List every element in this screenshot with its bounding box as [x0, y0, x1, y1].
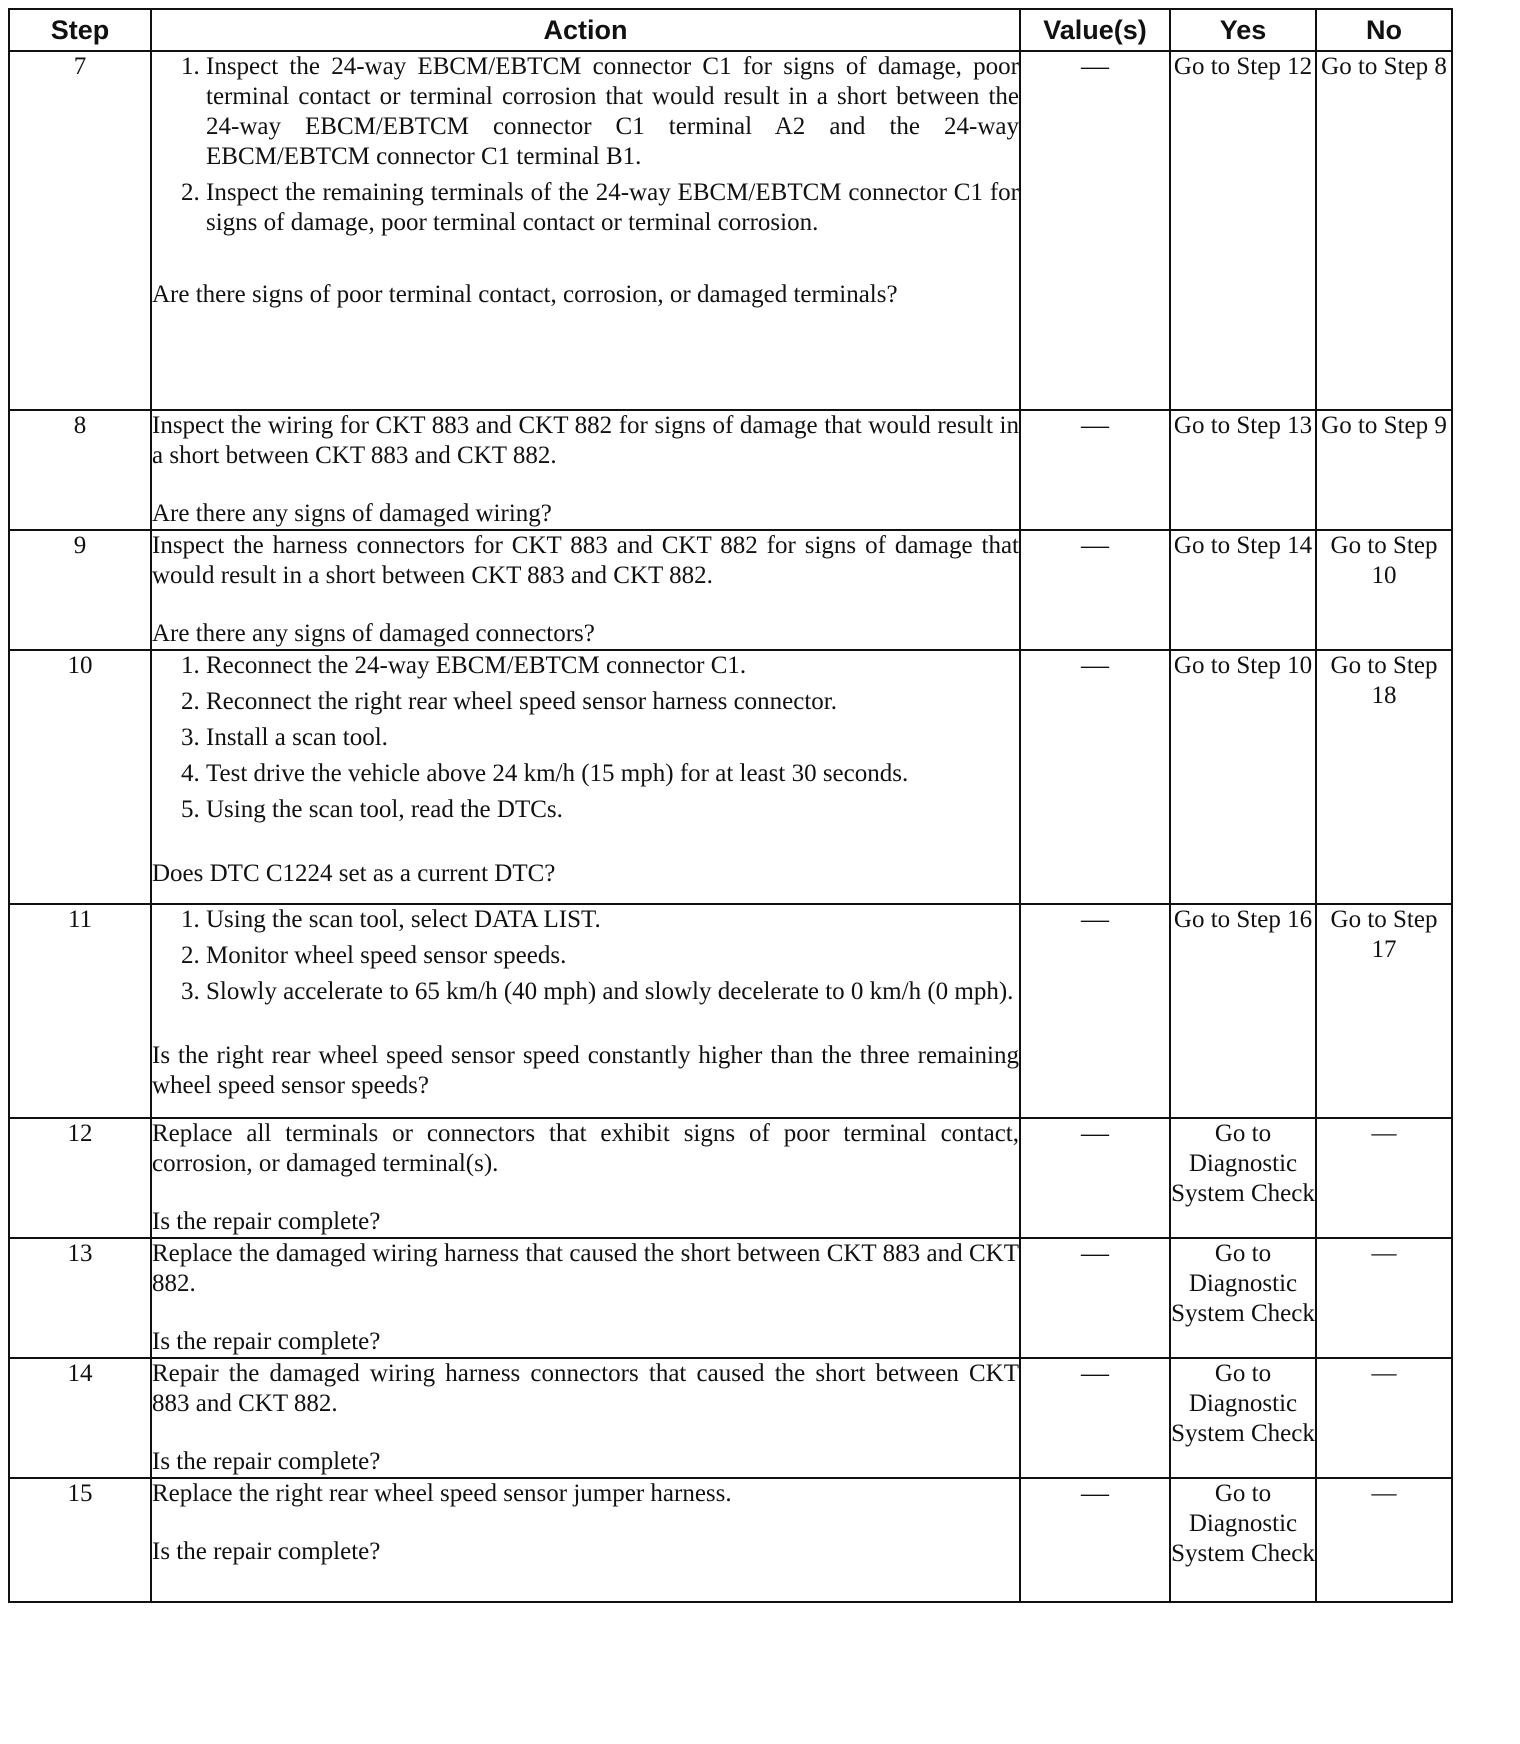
table-row: [9, 904, 1452, 1118]
no-cell: Go to Step 10: [1316, 530, 1452, 650]
value-cell: —: [1020, 1118, 1170, 1238]
diagnostic-table-page: [8, 8, 1451, 1603]
yes-cell: Go to Step 10: [1170, 650, 1316, 904]
value-cell: —: [1020, 530, 1170, 650]
action-cell: [151, 650, 1020, 904]
action-cell: [151, 1358, 1020, 1478]
action-question: Are there any signs of damaged connectors?: [152, 620, 595, 647]
header-step: Step: [9, 9, 151, 51]
action-substeps: [152, 52, 1019, 238]
header-values: Value(s): [1020, 9, 1170, 51]
header-yes: Yes: [1170, 9, 1316, 51]
value-cell: —: [1020, 1358, 1170, 1478]
step-number: 13: [9, 1238, 151, 1358]
header-no: No: [1316, 9, 1452, 51]
action-substep: 2. Monitor wheel speed sensor speeds.: [206, 941, 1019, 971]
no-cell: —: [1316, 1478, 1452, 1602]
table-row: [9, 51, 1452, 410]
table-row: [9, 1238, 1452, 1358]
action-question: Is the right rear wheel speed sensor speed constantly higher than the three remaining wheel speed sensor speeds?: [152, 1042, 1019, 1099]
action-substep: 1. Reconnect the 24-way EBCM/EBTCM connector C1.: [206, 651, 1019, 681]
action-substeps: [152, 905, 1019, 1007]
step-number: 10: [9, 650, 151, 904]
no-cell: Go to Step 8: [1316, 51, 1452, 410]
action-text: Replace the right rear wheel speed sensor jumper harness.: [152, 1480, 732, 1507]
no-cell: Go to Step 18: [1316, 650, 1452, 904]
yes-cell: Go to Diagnostic System Check: [1170, 1118, 1316, 1238]
yes-cell: Go to Diagnostic System Check: [1170, 1238, 1316, 1358]
step-number: 9: [9, 530, 151, 650]
table-row: [9, 650, 1452, 904]
step-number: 8: [9, 410, 151, 530]
action-substep: 1. Using the scan tool, select DATA LIST.: [206, 905, 1019, 935]
table-row: [9, 530, 1452, 650]
action-text: Inspect the wiring for CKT 883 and CKT 882 for signs of damage that would result in a short between CKT 883 and CKT 882.: [152, 412, 1019, 469]
yes-cell: Go to Step 13: [1170, 410, 1316, 530]
table-row: [9, 1358, 1452, 1478]
action-text: Replace the damaged wiring harness that caused the short between CKT 883 and CKT 882.: [152, 1240, 1019, 1297]
action-question: Are there signs of poor terminal contact, corrosion, or damaged terminals?: [152, 281, 898, 308]
no-cell: —: [1316, 1238, 1452, 1358]
action-question: Is the repair complete?: [152, 1208, 381, 1235]
no-cell: Go to Step 9: [1316, 410, 1452, 530]
action-substep: 3. Install a scan tool.: [206, 723, 1019, 753]
yes-cell: Go to Diagnostic System Check: [1170, 1358, 1316, 1478]
yes-cell: Go to Diagnostic System Check: [1170, 1478, 1316, 1602]
step-number: 11: [9, 904, 151, 1118]
value-cell: —: [1020, 410, 1170, 530]
step-number: 14: [9, 1358, 151, 1478]
action-text: Replace all terminals or connectors that exhibit signs of poor terminal contact, corrosion, or damaged terminal(s).: [152, 1120, 1019, 1177]
action-cell: [151, 51, 1020, 410]
action-question: Is the repair complete?: [152, 1538, 381, 1565]
action-cell: [151, 904, 1020, 1118]
value-cell: —: [1020, 51, 1170, 410]
action-substeps: [152, 651, 1019, 825]
table-header-row: [9, 9, 1452, 51]
step-number: 12: [9, 1118, 151, 1238]
diagnostic-table: [8, 8, 1453, 1603]
action-cell: [151, 1238, 1020, 1358]
step-number: 15: [9, 1478, 151, 1602]
action-cell: [151, 530, 1020, 650]
yes-cell: Go to Step 14: [1170, 530, 1316, 650]
action-substep: 5. Using the scan tool, read the DTCs.: [206, 795, 1019, 825]
header-action: Action: [151, 9, 1020, 51]
no-cell: Go to Step 17: [1316, 904, 1452, 1118]
action-cell: [151, 410, 1020, 530]
table-row: [9, 1478, 1452, 1602]
value-cell: —: [1020, 904, 1170, 1118]
table-body: [9, 51, 1452, 1602]
action-substep: 2. Reconnect the right rear wheel speed sensor harness connector.: [206, 687, 1019, 717]
no-cell: —: [1316, 1358, 1452, 1478]
action-question: Are there any signs of damaged wiring?: [152, 500, 552, 527]
value-cell: —: [1020, 1478, 1170, 1602]
table-row: [9, 410, 1452, 530]
yes-cell: Go to Step 16: [1170, 904, 1316, 1118]
action-substep: 3. Slowly accelerate to 65 km/h (40 mph) and slowly decelerate to 0 km/h (0 mph).: [206, 977, 1019, 1007]
no-cell: —: [1316, 1118, 1452, 1238]
action-text: Inspect the harness connectors for CKT 883 and CKT 882 for signs of damage that would result in a short between CKT 883 and CKT 882.: [152, 532, 1019, 589]
action-substep: 1. Inspect the 24-way EBCM/EBTCM connector C1 for signs of damage, poor terminal contact or terminal corrosion that would result in a short between the 24-way EBCM/EBTCM connector C1 terminal A2 and the 24-way EBCM/EBTCM connector C1 terminal B1.: [206, 52, 1019, 172]
action-substep: 4. Test drive the vehicle above 24 km/h (15 mph) for at least 30 seconds.: [206, 759, 1019, 789]
action-substep: 2. Inspect the remaining terminals of the 24-way EBCM/EBTCM connector C1 for signs of damage, poor terminal contact or terminal corrosion.: [206, 178, 1019, 238]
action-text: Repair the damaged wiring harness connectors that caused the short between CKT 883 and CKT 882.: [152, 1360, 1019, 1417]
value-cell: —: [1020, 650, 1170, 904]
step-number: 7: [9, 51, 151, 410]
yes-cell: Go to Step 12: [1170, 51, 1316, 410]
action-cell: [151, 1478, 1020, 1602]
action-question: Is the repair complete?: [152, 1448, 381, 1475]
action-question: Is the repair complete?: [152, 1328, 381, 1355]
value-cell: —: [1020, 1238, 1170, 1358]
action-question: Does DTC C1224 set as a current DTC?: [152, 860, 556, 887]
action-cell: [151, 1118, 1020, 1238]
table-row: [9, 1118, 1452, 1238]
